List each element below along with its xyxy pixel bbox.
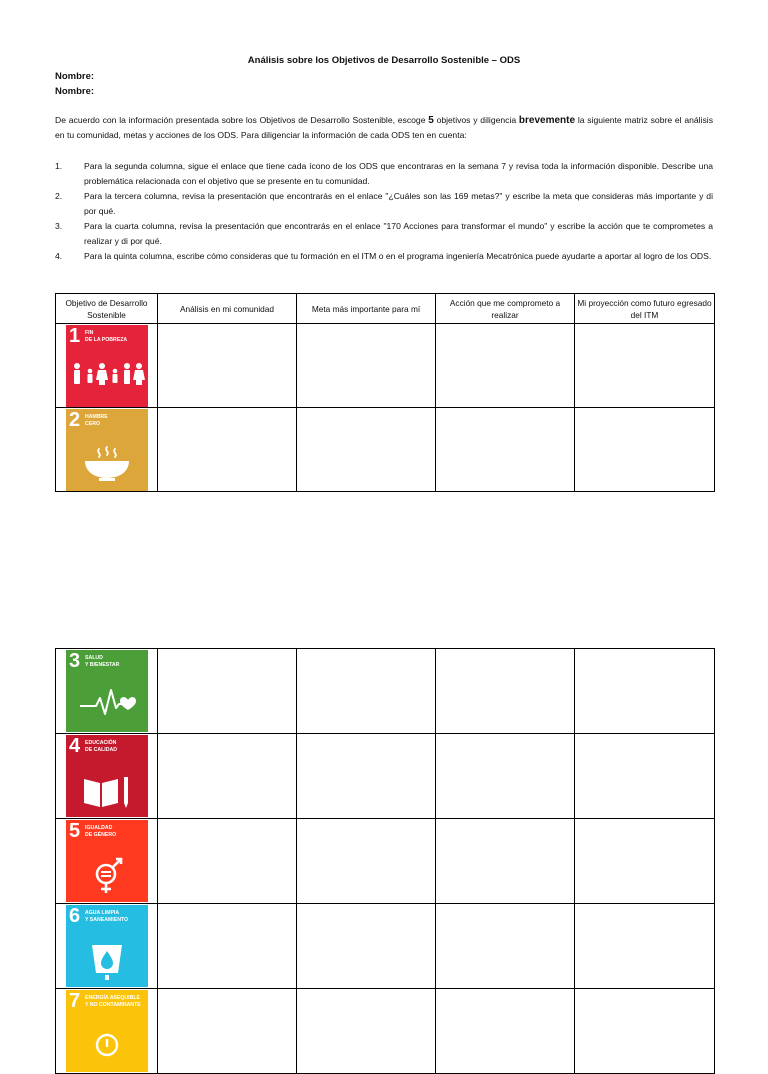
sdg-cell — [56, 649, 158, 734]
header-objective: Objetivo de Desarrollo Sostenible — [56, 294, 158, 324]
sdg-cell — [56, 734, 158, 819]
sdg-cell — [56, 904, 158, 989]
projection-cell[interactable] — [575, 734, 715, 819]
heartbeat-icon — [66, 650, 148, 732]
ods-matrix-table-2 — [55, 648, 715, 1074]
projection-cell[interactable] — [575, 989, 715, 1074]
sdg-5-tile: 5 IGUALDAD DE GÉNERO — [66, 820, 148, 902]
table-row — [56, 734, 715, 819]
sdg-6-tile: 6 AGUA LIMPIA Y SANEAMIENTO — [66, 905, 148, 987]
goal-cell[interactable] — [297, 904, 436, 989]
sdg-cell — [56, 408, 158, 492]
action-cell[interactable] — [436, 819, 575, 904]
action-cell[interactable] — [436, 324, 575, 408]
table-row — [56, 989, 715, 1074]
table-row — [56, 904, 715, 989]
header-projection: Mi proyección como futuro egresado del ITM — [575, 294, 715, 324]
instruction-item: 1. Para la segunda columna, sigue el enlace que tiene cada ícono de los ODS que encontraras en la semana 7 y revisa toda la información disponible. Describe una problemática relacionada con el objetivo que se presente en tu comunidad. — [55, 161, 713, 186]
intro-paragraph: De acuerdo con la información presentada sobre los Objetivos de Desarrollo Sostenible, escoge 5 objetivos y diligencia brevemente la siguiente matriz sobre el análisis en tu comunidad, metas y acciones de los ODS. Para diligenciar la información de cada ODS ten en cuenta: — [55, 115, 713, 140]
header-action: Acción que me comprometo a realizar — [436, 294, 575, 324]
sun-power-icon — [66, 990, 148, 1072]
table-row — [56, 408, 715, 492]
table-row — [56, 819, 715, 904]
action-cell[interactable] — [436, 989, 575, 1074]
action-cell[interactable] — [436, 734, 575, 819]
name-field-2: Nombre: — [55, 86, 95, 97]
analysis-cell[interactable] — [158, 324, 297, 408]
goal-cell[interactable] — [297, 989, 436, 1074]
goal-cell[interactable] — [297, 324, 436, 408]
goal-cell[interactable] — [297, 819, 436, 904]
sdg-cell — [56, 989, 158, 1074]
table-row — [56, 649, 715, 734]
projection-cell[interactable] — [575, 819, 715, 904]
action-cell[interactable] — [436, 904, 575, 989]
sdg-7-tile: 7 ENERGÍA ASEQUIBLE Y NO CONTAMINANTE — [66, 990, 148, 1072]
projection-cell[interactable] — [575, 649, 715, 734]
analysis-cell[interactable] — [158, 819, 297, 904]
sdg-cell — [56, 819, 158, 904]
analysis-cell[interactable] — [158, 649, 297, 734]
table-row — [56, 324, 715, 408]
instruction-item: 4. Para la quinta columna, escribe cómo consideras que tu formación en el ITM o en el programa ingeniería Mecatrónica puede ayudarte a aportar al logro de los ODS. — [55, 251, 712, 261]
instruction-item: 2. Para la tercera columna, revisa la presentación que encontrarás en el enlace "¿Cuáles son las 169 metas?" y escribe la meta que consideras más importante y di por qué. — [55, 191, 713, 216]
family-icon — [66, 325, 148, 407]
action-cell[interactable] — [436, 649, 575, 734]
header-analysis: Análisis en mi comunidad — [158, 294, 297, 324]
goal-cell[interactable] — [297, 408, 436, 492]
water-drop-icon — [66, 905, 148, 987]
analysis-cell[interactable] — [158, 734, 297, 819]
page-title: Análisis sobre los Objetivos de Desarrollo Sostenible – ODS — [247, 55, 521, 66]
projection-cell[interactable] — [575, 904, 715, 989]
instruction-item: 3. Para la cuarta columna, revisa la presentación que encontrarás en el enlace "170 Acciones para transformar el mundo" y escribe la acción que te comprometes a realizar y di por qué. — [55, 221, 713, 246]
sdg-3-tile: 3 SALUD Y BIENESTAR — [66, 650, 148, 732]
projection-cell[interactable] — [575, 408, 715, 492]
ods-matrix-table-1 — [55, 293, 715, 492]
sdg-cell — [56, 324, 158, 408]
sdg-4-tile: 4 EDUCACIÓN DE CALIDAD — [66, 735, 148, 817]
gender-equality-icon — [66, 820, 148, 902]
name-field-1: Nombre: — [55, 71, 95, 82]
goal-cell[interactable] — [297, 649, 436, 734]
action-cell[interactable] — [436, 408, 575, 492]
book-pencil-icon — [66, 735, 148, 817]
table-header-row — [56, 294, 715, 324]
sdg-2-tile: 2 HAMBRE CERO — [66, 409, 148, 491]
header-goal: Meta más importante para mí — [297, 294, 436, 324]
sdg-1-tile: 1 FIN DE LA POBREZA — [66, 325, 148, 407]
projection-cell[interactable] — [575, 324, 715, 408]
analysis-cell[interactable] — [158, 904, 297, 989]
analysis-cell[interactable] — [158, 408, 297, 492]
goal-cell[interactable] — [297, 734, 436, 819]
food-bowl-icon — [66, 409, 148, 491]
instructions-list — [55, 159, 713, 264]
analysis-cell[interactable] — [158, 989, 297, 1074]
